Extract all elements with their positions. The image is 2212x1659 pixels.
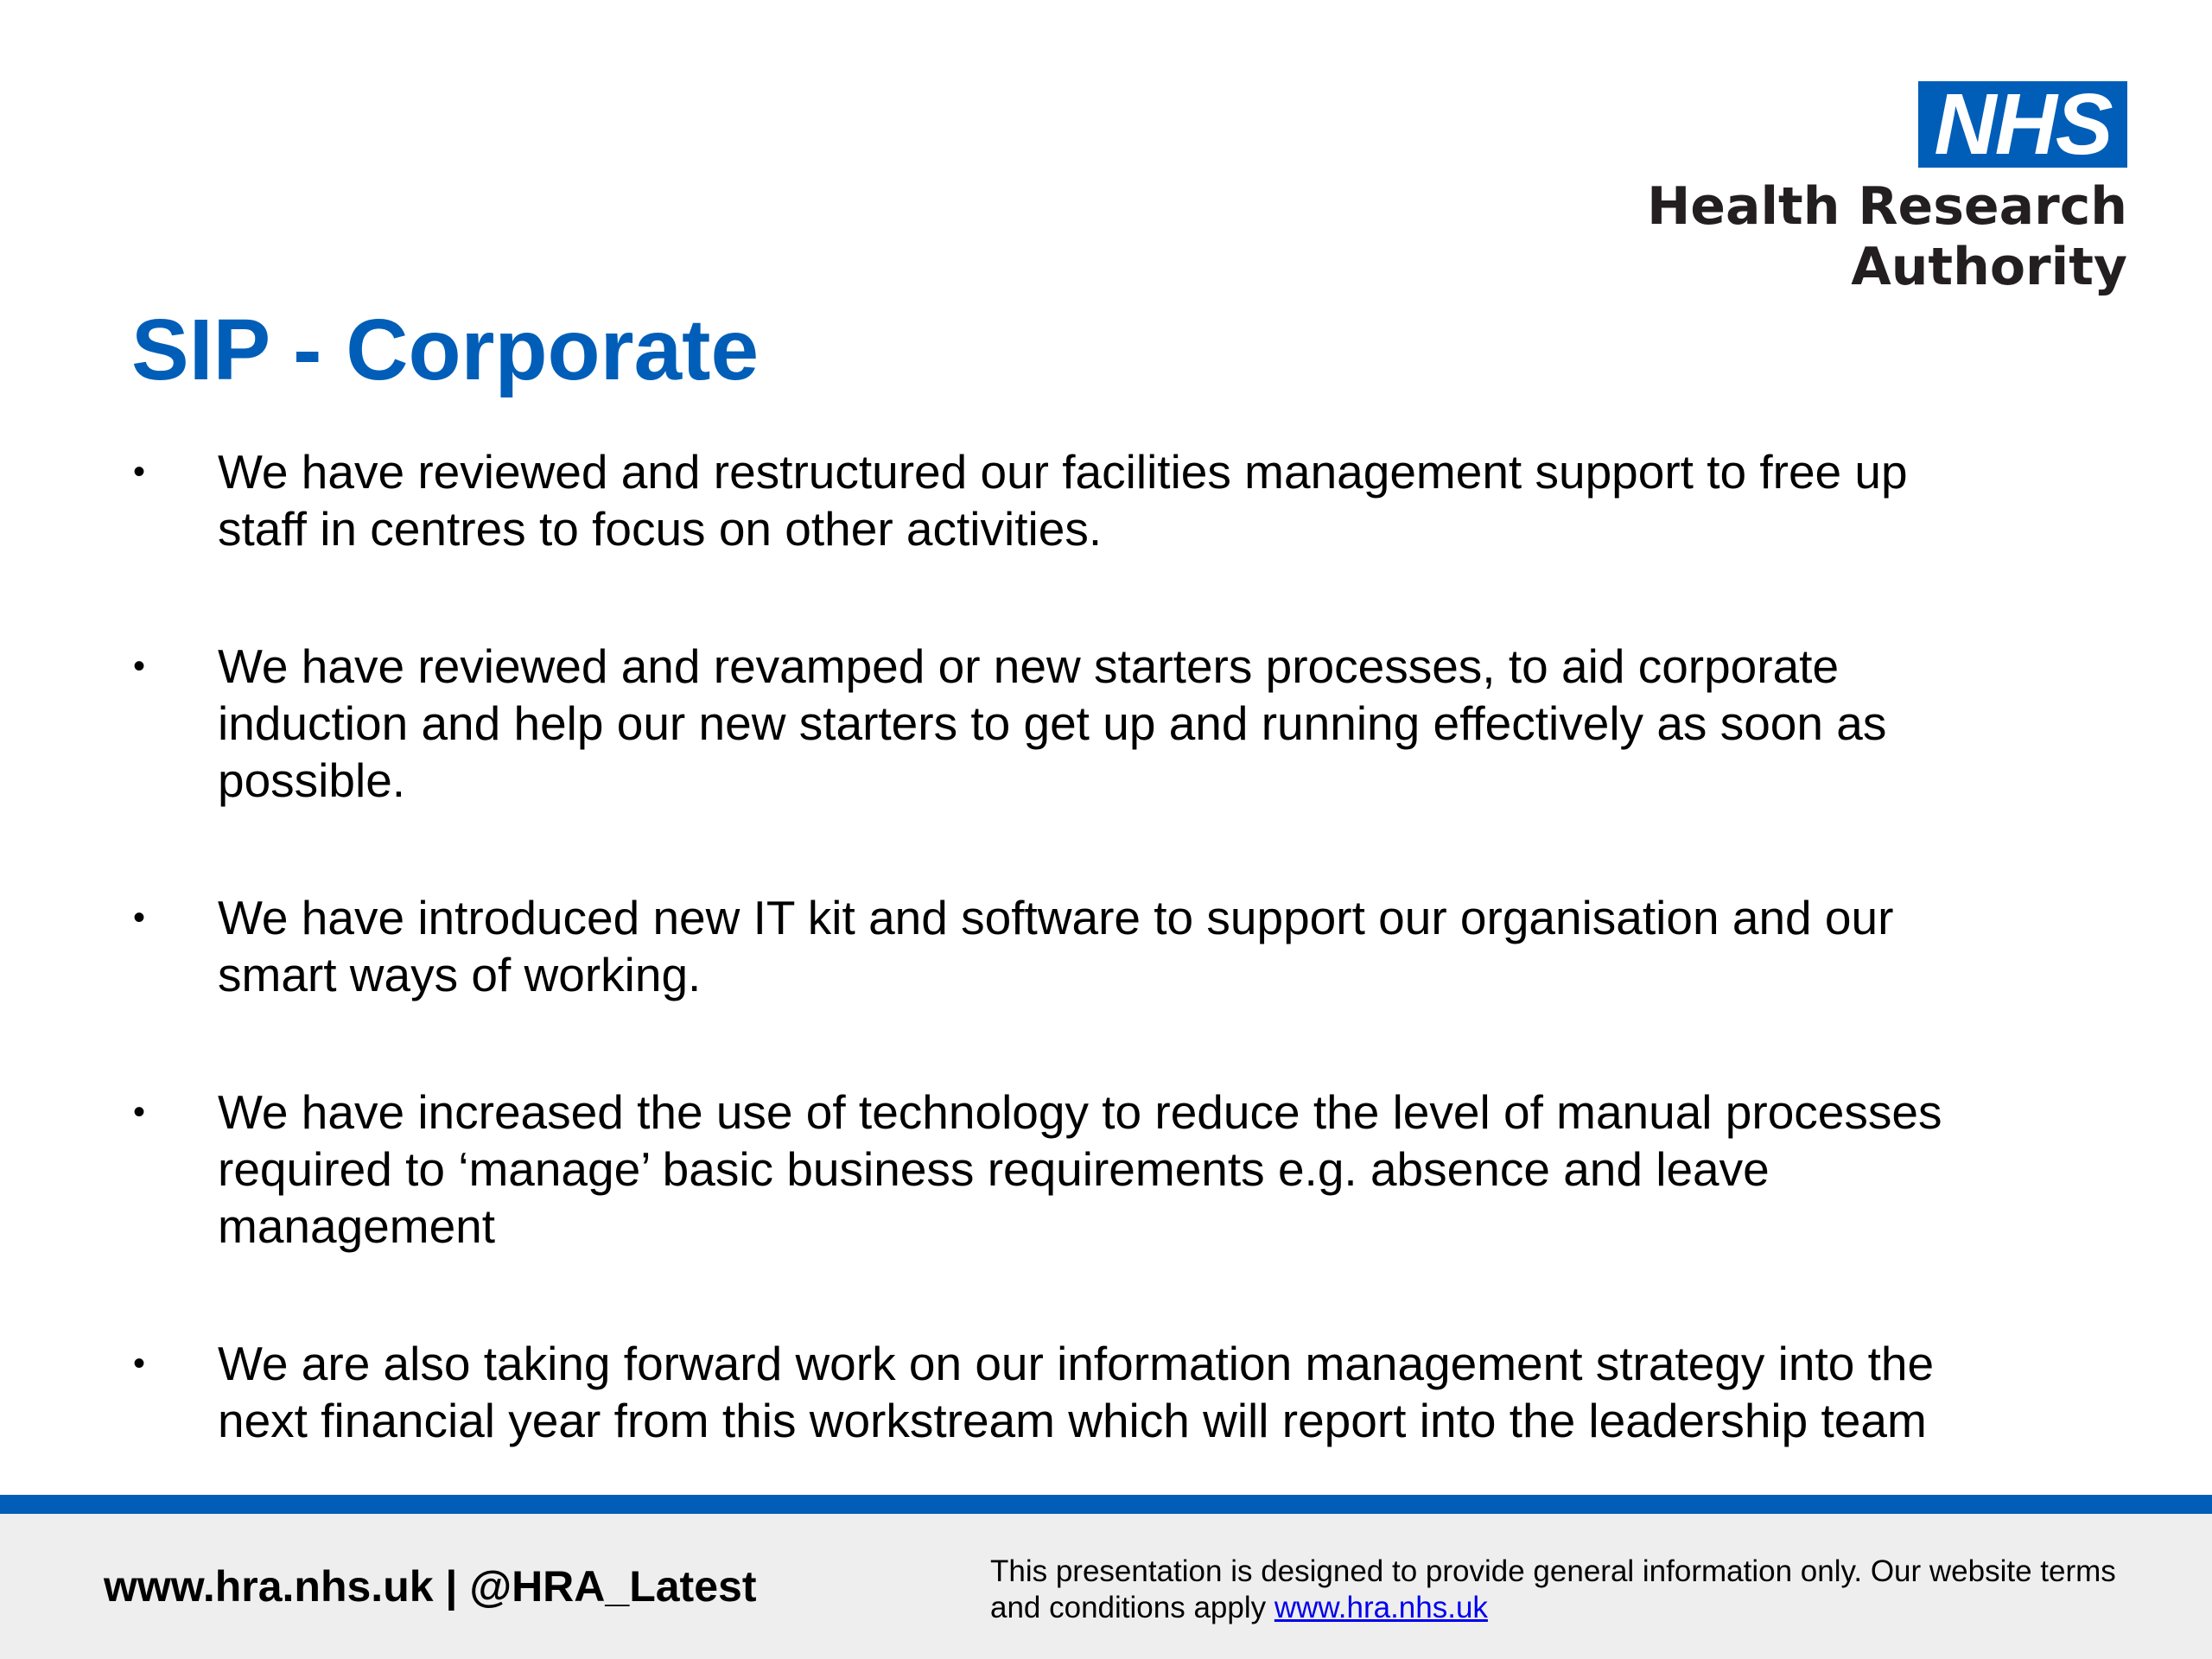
footer-divider xyxy=(0,1495,2212,1514)
bullet-text: We have introduced new IT kit and software to support our organisation and our smart ways of working. xyxy=(218,891,1894,1001)
footer-disclaimer xyxy=(990,1554,2131,1626)
bullet-marker: • xyxy=(133,647,146,685)
org-name-line-2: Authority xyxy=(1851,237,2127,297)
bullet-marker: • xyxy=(133,1093,146,1131)
bullet-item xyxy=(131,638,1989,809)
footer-website-handle: www.hra.nhs.uk | @HRA_Latest xyxy=(104,1562,757,1611)
bullet-text: We are also taking forward work on our information management strategy into the next financial year from this workstream which will report into the leadership team xyxy=(218,1337,1935,1447)
bullet-text: We have increased the use of technology to reduce the level of manual processes required to ‘manage’ basic business requirements e.g. absence and leave management xyxy=(218,1085,1942,1253)
hra-logo xyxy=(1647,81,2127,297)
bullet-item xyxy=(131,889,1989,1003)
bullet-list xyxy=(131,443,1989,1529)
website-link[interactable]: www.hra.nhs.uk xyxy=(1274,1591,1488,1624)
bullet-item xyxy=(131,443,1989,557)
bullet-text: We have reviewed and revamped or new starters processes, to aid corporate induction and help our new starters to get up and running effectively as soon as possible. xyxy=(218,639,1887,807)
footer xyxy=(0,1514,2212,1659)
org-name-line-1: Health Research xyxy=(1647,176,2127,237)
bullet-marker: • xyxy=(133,453,146,491)
bullet-item xyxy=(131,1084,1989,1255)
nhs-logo-box: NHS xyxy=(1918,81,2127,168)
slide-title: SIP - Corporate xyxy=(131,302,760,398)
disclaimer-text: This presentation is designed to provide general information only. Our website terms and conditions apply xyxy=(990,1554,2116,1624)
bullet-marker: • xyxy=(133,899,146,937)
bullet-text: We have reviewed and restructured our facilities management support to free up staff in centres to focus on other activities. xyxy=(218,445,1908,556)
bullet-marker: • xyxy=(133,1344,146,1382)
bullet-item xyxy=(131,1335,1989,1449)
